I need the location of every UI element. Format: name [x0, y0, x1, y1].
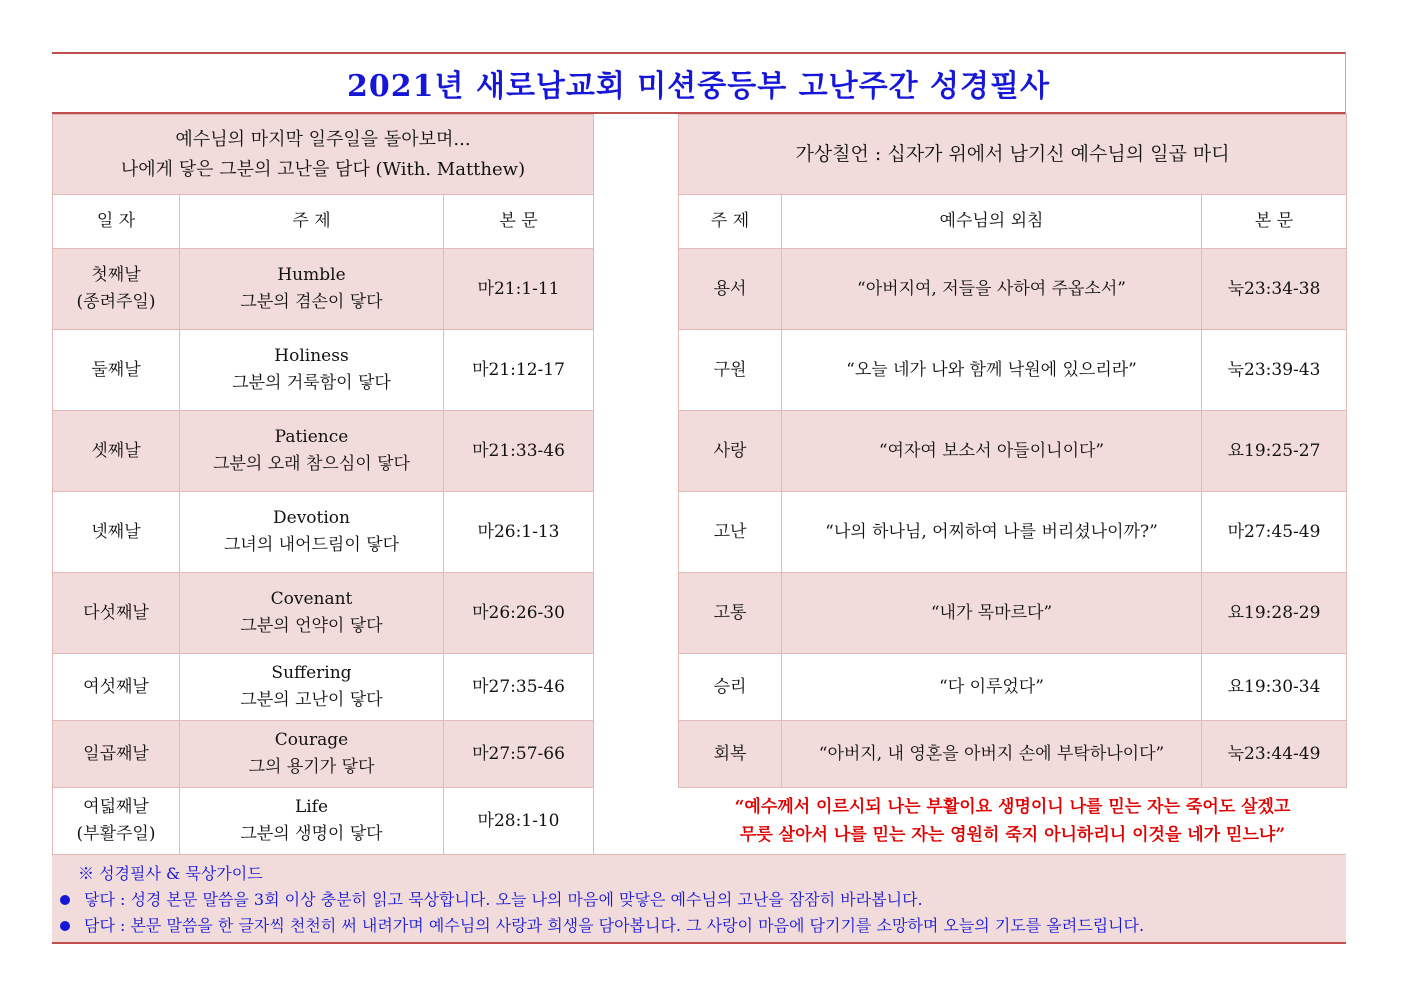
day-label: 둘째날 — [53, 330, 180, 411]
day-label: 여섯째날 — [53, 654, 180, 721]
saying-topic: 사랑 — [679, 411, 782, 492]
topic-en: Life — [294, 797, 329, 817]
passage: 마21:1-11 — [444, 249, 594, 330]
col-header-passage: 본 문 — [444, 195, 594, 249]
table-row — [53, 249, 594, 330]
table-row — [679, 654, 1347, 721]
topic-ko: 그분의 고난이 닿다 — [240, 690, 383, 710]
day-sub-label: (종려주일) — [76, 292, 156, 312]
table-row — [679, 721, 1347, 788]
table-row — [53, 492, 594, 573]
topic-en: Covenant — [270, 589, 353, 609]
right-table-header: 가상칠언 : 십자가 위에서 남기신 예수님의 일곱 마디 — [679, 115, 1347, 195]
passage: 마26:26-30 — [444, 573, 594, 654]
guide-item-text: 닿다 : 성경 본문 말씀을 3회 이상 충분히 읽고 묵상합니다. 오늘 나의 마음에 맞닿은 예수님의 고난을 잠잠히 바라봅니다. — [84, 890, 923, 909]
guide-item-text: 담다 : 본문 말씀을 한 글자씩 천천히 써 내려가며 예수님의 사랑과 희생을 담아봅니다. 그 사랑이 마음에 담기기를 소망하며 오늘의 기도를 올려드립니다. — [84, 916, 1145, 935]
topic-en: Patience — [274, 427, 349, 447]
saying-text: “여자여 보소서 아들이니이다” — [782, 411, 1202, 492]
table-row — [679, 249, 1347, 330]
topic-ko: 그녀의 내어드림이 닿다 — [223, 535, 400, 555]
saying-text: “아버지, 내 영혼을 아버지 손에 부탁하나이다” — [782, 721, 1202, 788]
passage: 마21:33-46 — [444, 411, 594, 492]
left-header-line2: 나에게 닿은 그분의 고난을 담다 (With. Matthew) — [120, 158, 526, 180]
col-header-topic: 주 제 — [679, 195, 782, 249]
topic-ko: 그분의 생명이 닿다 — [240, 824, 383, 844]
day-label: 다섯째날 — [53, 573, 180, 654]
topic-en: Courage — [274, 730, 349, 750]
guide-item — [60, 913, 1346, 939]
quote-line1: “예수께서 이르시되 나는 부활이요 생명이니 나를 믿는 자는 죽어도 살겠고 — [734, 797, 1291, 818]
saying-text: “나의 하나님, 어찌하여 나를 버리셨나이까?” — [782, 492, 1202, 573]
left-table-header — [53, 115, 594, 195]
topic-en: Devotion — [273, 508, 350, 528]
day-label: 셋째날 — [53, 411, 180, 492]
passage: 마21:12-17 — [444, 330, 594, 411]
table-row — [679, 573, 1347, 654]
topic-en: Suffering — [271, 663, 352, 683]
saying-topic: 용서 — [679, 249, 782, 330]
saying-text: “내가 목마르다” — [782, 573, 1202, 654]
col-header-saying: 예수님의 외침 — [782, 195, 1202, 249]
quote-line2: 무릇 살아서 나를 믿는 자는 영원히 죽지 아니하리니 이것을 네가 믿느냐” — [739, 825, 1286, 846]
guide-title: ※ 성경필사 & 묵상가이드 — [78, 864, 263, 883]
saying-topic: 구원 — [679, 330, 782, 411]
passage: 눅23:44-49 — [1202, 721, 1347, 788]
table-row — [53, 411, 594, 492]
saying-topic: 회복 — [679, 721, 782, 788]
day-sub-label: (부활주일) — [76, 824, 156, 844]
saying-topic: 고난 — [679, 492, 782, 573]
title-bar — [52, 52, 1346, 114]
worksheet — [52, 52, 1346, 944]
guide-item — [60, 887, 1346, 913]
saying-text: “다 이루었다” — [782, 654, 1202, 721]
table-row — [679, 492, 1347, 573]
daily-schedule-table — [52, 114, 594, 855]
topic-ko: 그분의 오래 참으심이 닿다 — [213, 454, 410, 474]
table-row — [53, 788, 594, 855]
table-row — [53, 573, 594, 654]
table-row — [53, 330, 594, 411]
passage: 요19:30-34 — [1202, 654, 1347, 721]
resurrection-quote — [679, 788, 1347, 855]
table-row — [53, 721, 594, 788]
col-header-day: 일 자 — [53, 195, 180, 249]
seven-sayings-table — [678, 114, 1347, 855]
bullet-icon — [60, 921, 70, 931]
page-title: 2021년 새로남교회 미션중등부 고난주간 성경필사 — [347, 69, 1050, 104]
topic-ko: 그분의 언약이 닿다 — [240, 616, 383, 636]
topic-ko: 그분의 거룩함이 닿다 — [232, 373, 391, 393]
passage: 마28:1-10 — [444, 788, 594, 855]
day-label: 첫째날 — [91, 265, 141, 285]
saying-topic: 고통 — [679, 573, 782, 654]
col-header-passage: 본 문 — [1202, 195, 1347, 249]
topic-ko: 그의 용기가 닿다 — [248, 757, 375, 777]
passage: 요19:25-27 — [1202, 411, 1347, 492]
table-row — [679, 330, 1347, 411]
saying-text: “아버지여, 저들을 사하여 주옵소서” — [782, 249, 1202, 330]
left-header-line1: 예수님의 마지막 일주일을 돌아보며... — [175, 128, 471, 150]
day-label: 일곱째날 — [53, 721, 180, 788]
tables-area — [52, 114, 1346, 854]
meditation-guide — [52, 854, 1346, 944]
day-label: 여덟째날 — [83, 797, 149, 817]
table-row — [679, 411, 1347, 492]
passage: 요19:28-29 — [1202, 573, 1347, 654]
day-label: 넷째날 — [53, 492, 180, 573]
table-row — [53, 654, 594, 721]
passage: 눅23:39-43 — [1202, 330, 1347, 411]
topic-en: Holiness — [274, 346, 349, 366]
topic-en: Humble — [277, 265, 346, 285]
saying-topic: 승리 — [679, 654, 782, 721]
topic-ko: 그분의 겸손이 닿다 — [240, 292, 383, 312]
passage: 마27:45-49 — [1202, 492, 1347, 573]
passage: 눅23:34-38 — [1202, 249, 1347, 330]
passage: 마26:1-13 — [444, 492, 594, 573]
passage: 마27:35-46 — [444, 654, 594, 721]
col-header-topic: 주 제 — [180, 195, 444, 249]
bullet-icon — [60, 895, 70, 905]
saying-text: “오늘 네가 나와 함께 낙원에 있으리라” — [782, 330, 1202, 411]
passage: 마27:57-66 — [444, 721, 594, 788]
